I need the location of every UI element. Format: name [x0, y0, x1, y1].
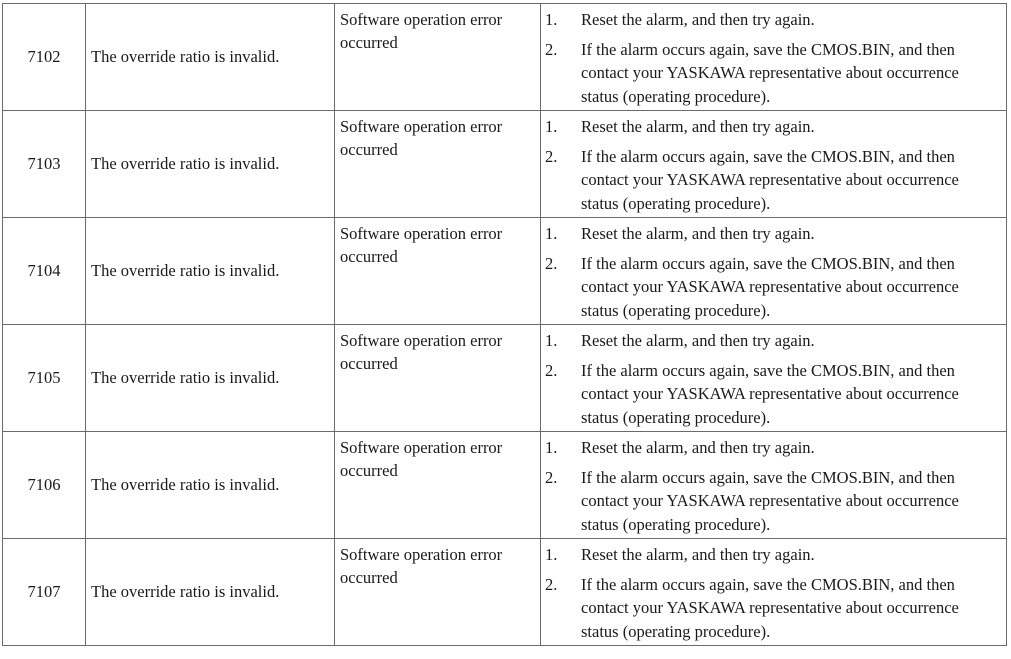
remedy-step [545, 145, 998, 216]
step-text: If the alarm occurs again, save the CMOS.BIN, and then contact your YASKAWA representative about occurrence status (operating procedure). [581, 360, 959, 427]
step-text: If the alarm occurs again, save the CMOS.BIN, and then contact your YASKAWA representative about occurrence status (operating procedure). [581, 253, 959, 320]
alarm-remedy [541, 218, 1007, 325]
step-number: 1. [545, 331, 558, 350]
alarm-cause: Software operation error occurred [335, 539, 541, 646]
table-row [3, 539, 1007, 646]
remedy-step [545, 38, 998, 109]
table-row [3, 218, 1007, 325]
alarm-cause: Software operation error occurred [335, 432, 541, 539]
alarm-cause: Software operation error occurred [335, 111, 541, 218]
alarm-remedy [541, 539, 1007, 646]
alarm-cause: Software operation error occurred [335, 218, 541, 325]
step-text: Reset the alarm, and then try again. [581, 10, 815, 29]
alarm-remedy [541, 111, 1007, 218]
alarm-code: 7106 [3, 432, 86, 539]
table-row [3, 325, 1007, 432]
alarm-code: 7103 [3, 111, 86, 218]
step-number: 1. [545, 117, 558, 136]
table-row [3, 4, 1007, 111]
alarm-cause: Software operation error occurred [335, 4, 541, 111]
table-row [3, 432, 1007, 539]
remedy-step [545, 115, 998, 139]
remedy-step [545, 252, 998, 323]
alarm-code: 7102 [3, 4, 86, 111]
remedy-step [545, 329, 998, 353]
remedy-step [545, 436, 998, 460]
alarm-remedy [541, 4, 1007, 111]
step-number: 2. [545, 467, 558, 487]
alarm-code: 7104 [3, 218, 86, 325]
remedy-step [545, 466, 998, 537]
alarm-message: The override ratio is invalid. [86, 432, 335, 539]
alarm-code: 7107 [3, 539, 86, 646]
step-number: 2. [545, 39, 558, 59]
alarm-message: The override ratio is invalid. [86, 4, 335, 111]
remedy-step [545, 359, 998, 430]
remedy-step [545, 222, 998, 246]
step-text: Reset the alarm, and then try again. [581, 438, 815, 457]
step-number: 2. [545, 146, 558, 166]
step-text: Reset the alarm, and then try again. [581, 331, 815, 350]
step-text: If the alarm occurs again, save the CMOS.BIN, and then contact your YASKAWA representative about occurrence status (operating procedure). [581, 146, 959, 213]
step-text: Reset the alarm, and then try again. [581, 224, 815, 243]
step-text: If the alarm occurs again, save the CMOS.BIN, and then contact your YASKAWA representative about occurrence status (operating procedure). [581, 574, 959, 641]
alarm-message: The override ratio is invalid. [86, 325, 335, 432]
step-text: Reset the alarm, and then try again. [581, 545, 815, 564]
step-number: 2. [545, 360, 558, 380]
alarm-message: The override ratio is invalid. [86, 111, 335, 218]
step-text: If the alarm occurs again, save the CMOS.BIN, and then contact your YASKAWA representative about occurrence status (operating procedure). [581, 467, 959, 534]
alarm-remedy [541, 432, 1007, 539]
step-number: 2. [545, 574, 558, 594]
remedy-step [545, 573, 998, 644]
alarm-table [2, 3, 1007, 646]
step-text: Reset the alarm, and then try again. [581, 117, 815, 136]
table-row [3, 111, 1007, 218]
alarm-message: The override ratio is invalid. [86, 218, 335, 325]
remedy-step [545, 543, 998, 567]
alarm-remedy [541, 325, 1007, 432]
remedy-step [545, 8, 998, 32]
step-number: 2. [545, 253, 558, 273]
alarm-code: 7105 [3, 325, 86, 432]
step-number: 1. [545, 10, 558, 29]
alarm-message: The override ratio is invalid. [86, 539, 335, 646]
step-text: If the alarm occurs again, save the CMOS.BIN, and then contact your YASKAWA representative about occurrence status (operating procedure). [581, 39, 959, 106]
alarm-table-body [3, 4, 1007, 646]
alarm-cause: Software operation error occurred [335, 325, 541, 432]
step-number: 1. [545, 438, 558, 457]
step-number: 1. [545, 224, 558, 243]
step-number: 1. [545, 545, 558, 564]
